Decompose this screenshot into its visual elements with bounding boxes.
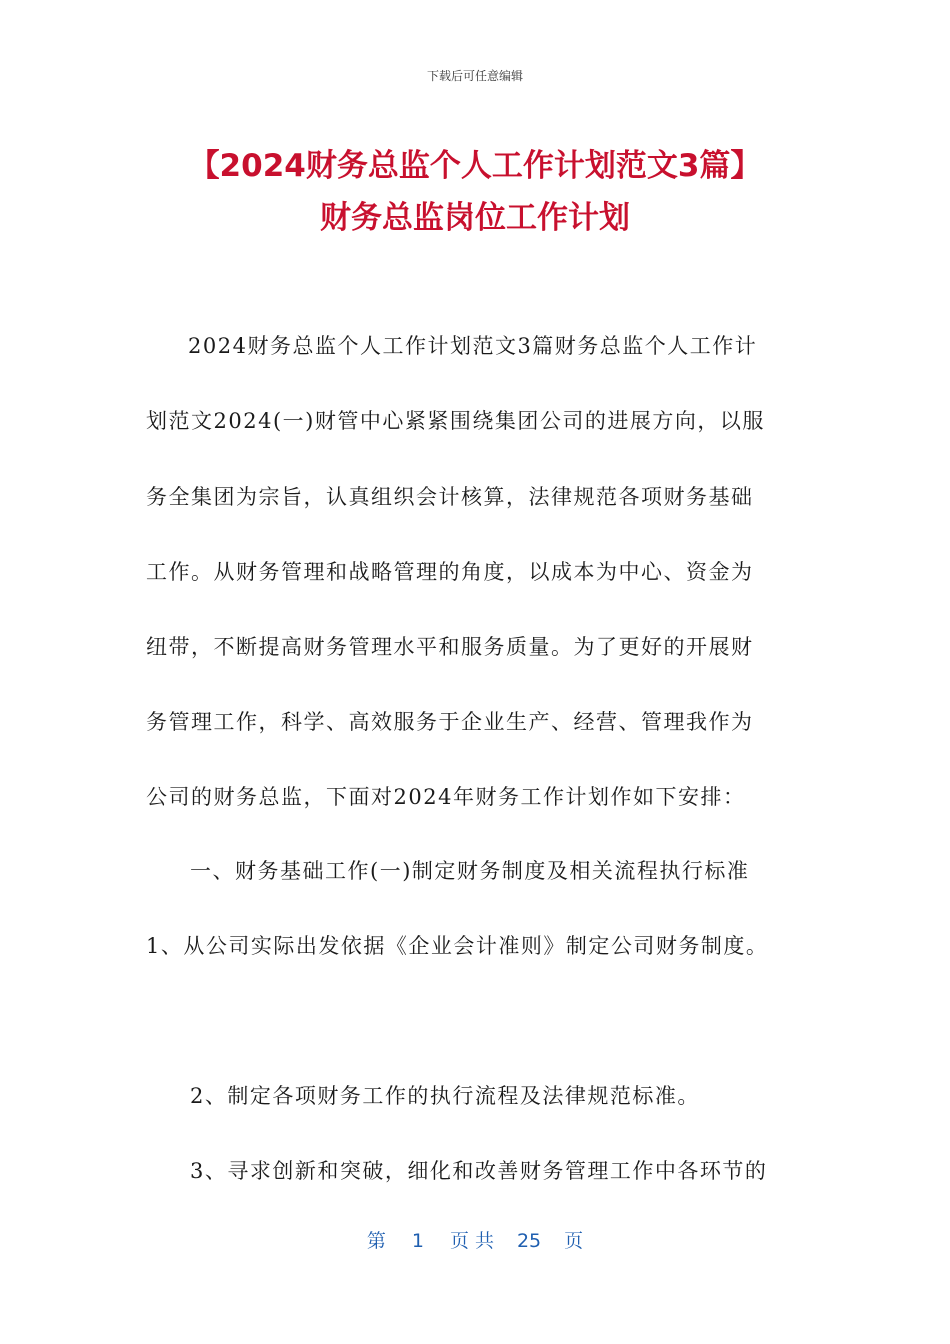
list-item-1: 1、从公司实际出发依据《企业会计准则》制定公司财务制度。 bbox=[146, 934, 769, 958]
title-line-1: 【2024财务总监个人工作计划范文3篇】 bbox=[188, 148, 762, 184]
body-line-4: 工作。从财务管理和战略管理的角度，以成本为中心、资金为 bbox=[146, 560, 754, 584]
document-title bbox=[0, 140, 950, 244]
footer-middle: 页 共 bbox=[449, 1230, 495, 1252]
footer-suffix: 页 bbox=[564, 1230, 584, 1252]
body-line-6: 务管理工作，科学、高效服务于企业生产、经营、管理我作为 bbox=[146, 710, 754, 734]
body-line-1: 2024财务总监个人工作计划范文3篇财务总监个人工作计 bbox=[188, 334, 758, 358]
header-note: 下载后可任意编辑 bbox=[426, 69, 523, 83]
body-line-5: 纽带，不断提高财务管理水平和服务质量。为了更好的开展财 bbox=[146, 635, 754, 659]
footer-total-pages: 25 bbox=[516, 1230, 542, 1252]
body-line-2: 划范文2024(一)财管中心紧紧围绕集团公司的进展方向，以服 bbox=[146, 409, 765, 433]
title-line-2: 财务总监岗位工作计划 bbox=[320, 200, 630, 236]
body-line-7: 公司的财务总监，下面对2024年财务工作计划作如下安排： bbox=[146, 785, 746, 809]
body-line-3: 务全集团为宗旨，认真组织会计核算，法律规范各项财务基础 bbox=[146, 485, 754, 509]
footer-page-number: 1 bbox=[411, 1230, 424, 1252]
footer-prefix: 第 bbox=[366, 1230, 386, 1252]
list-item-3: 3、寻求创新和突破，细化和改善财务管理工作中各环节的 bbox=[190, 1159, 768, 1183]
page-footer bbox=[0, 1226, 950, 1253]
section-heading: 一、财务基础工作(一)制定财务制度及相关流程执行标准 bbox=[190, 859, 750, 883]
list-item-2: 2、制定各项财务工作的执行流程及法律规范标准。 bbox=[190, 1084, 700, 1108]
